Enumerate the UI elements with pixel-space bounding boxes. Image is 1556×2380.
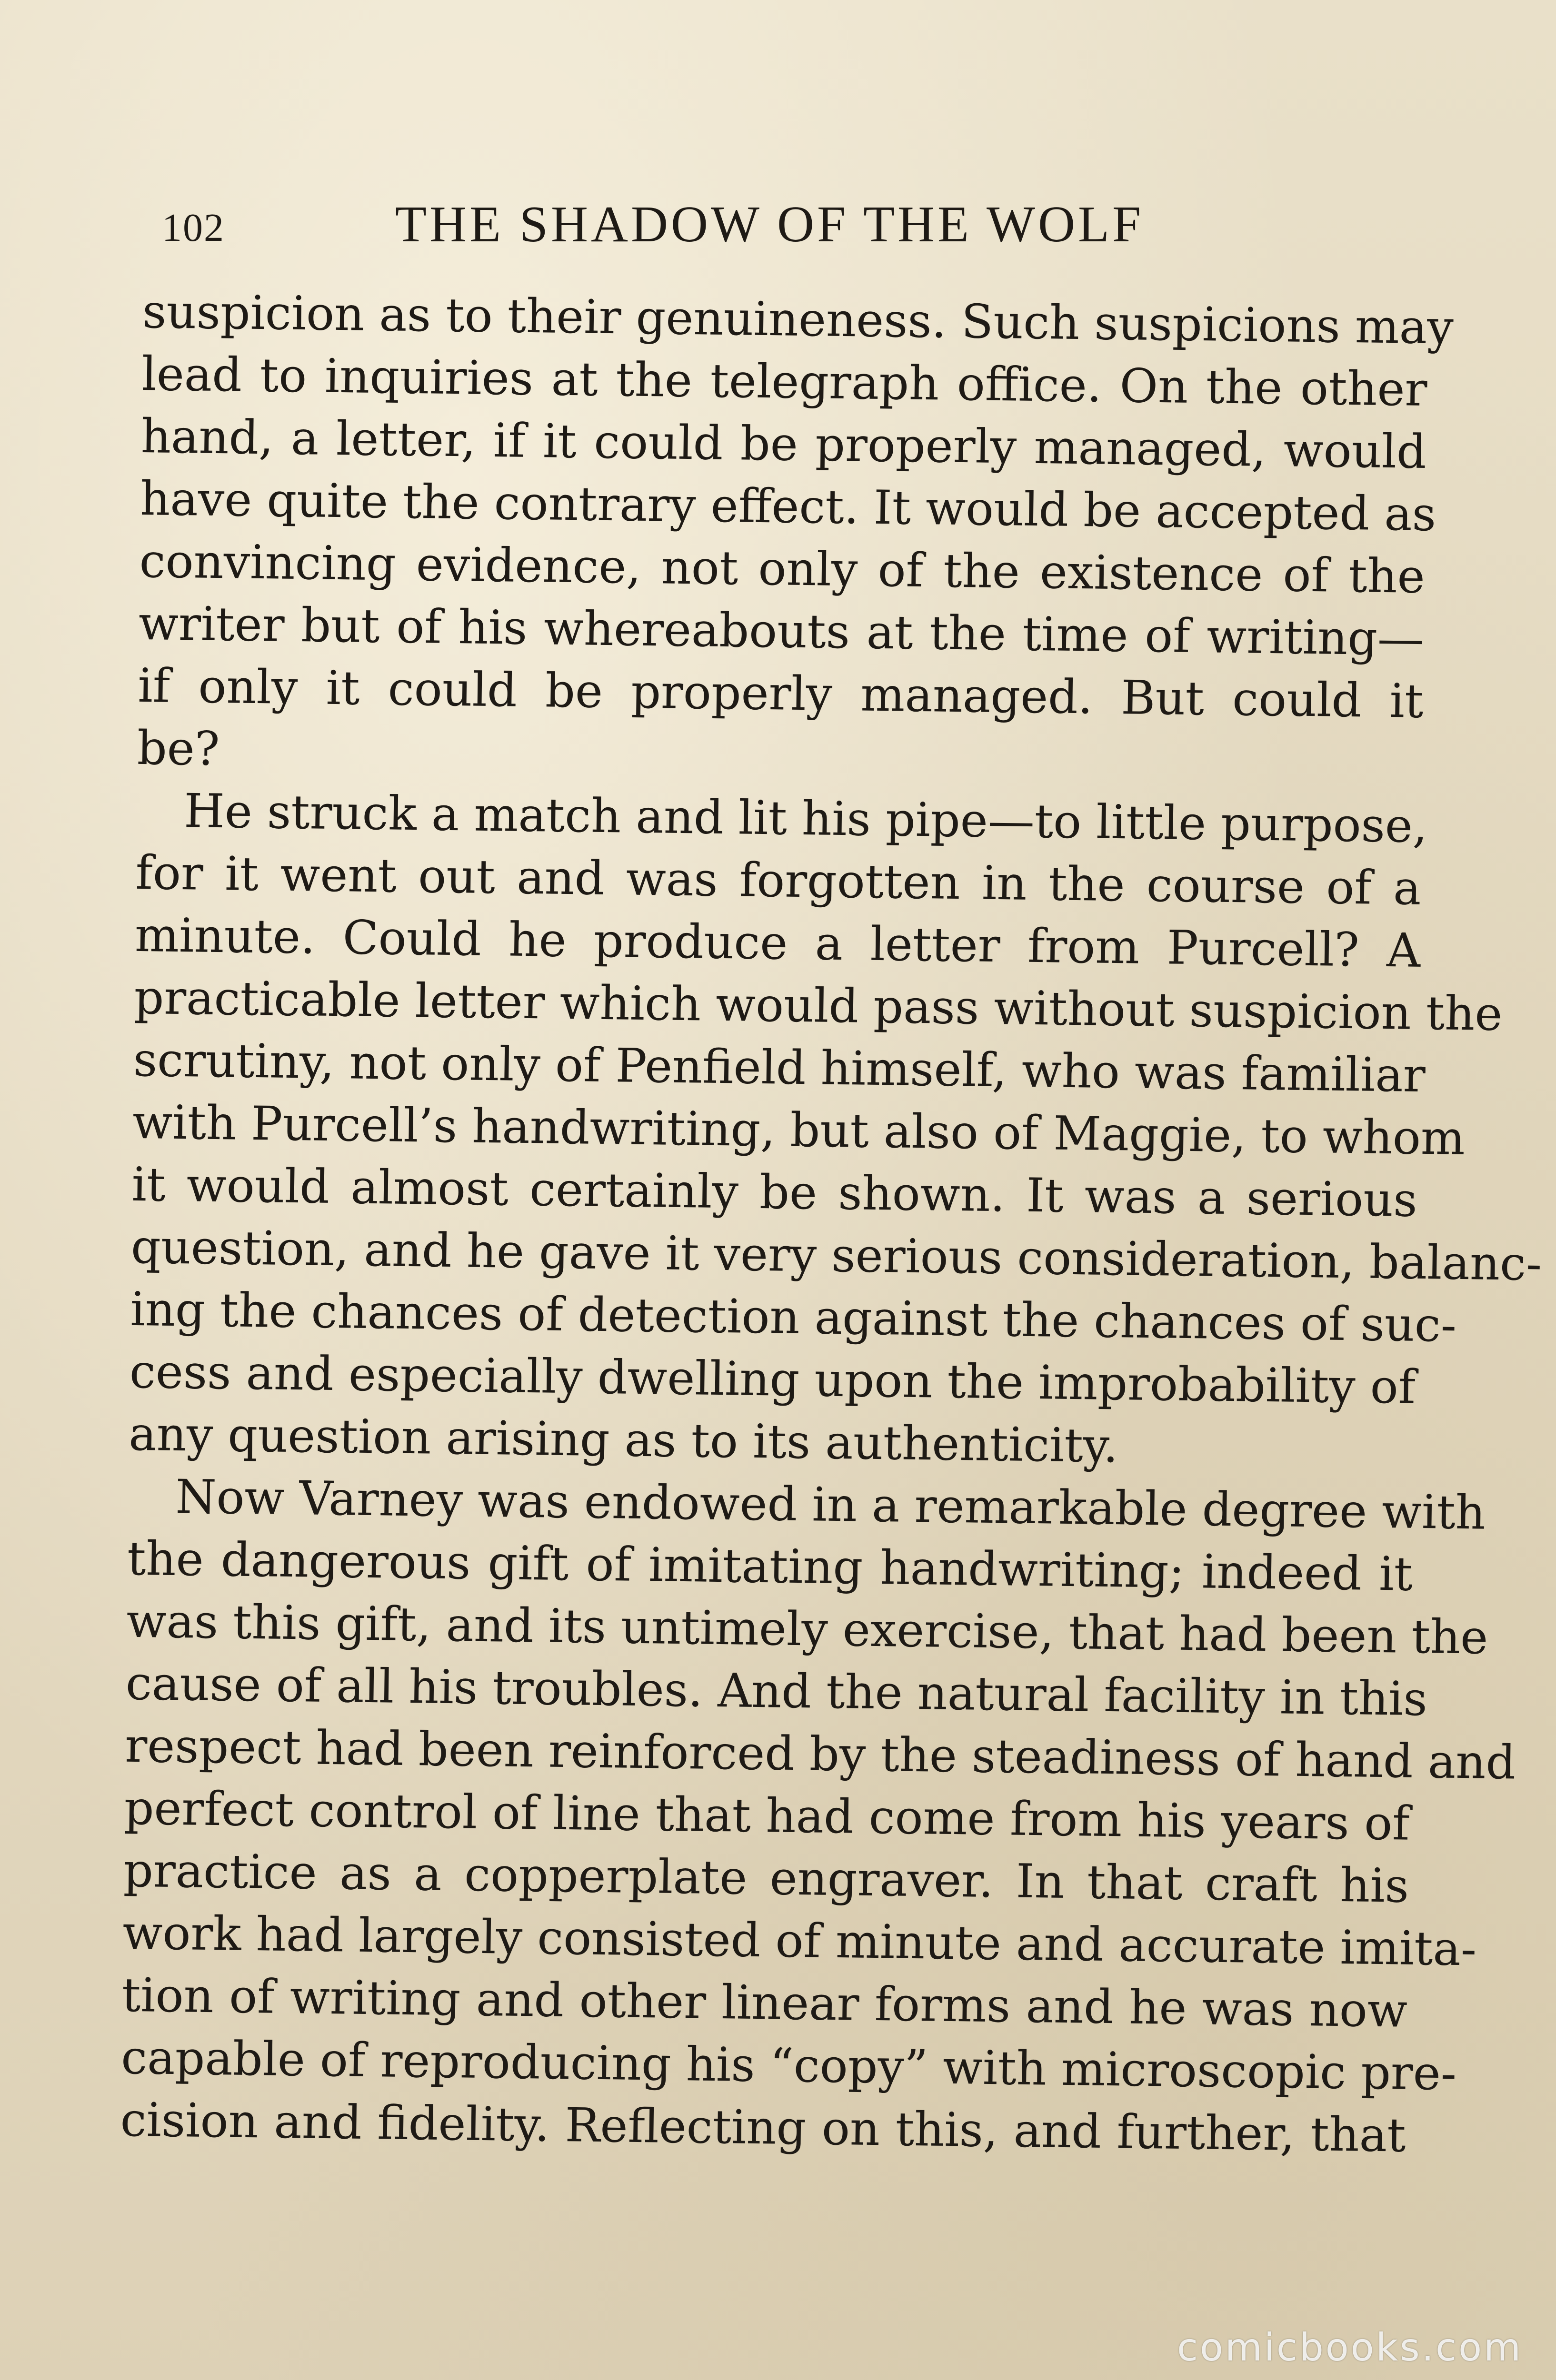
text-line: was this gift, and its untimely exercise, that had been the bbox=[126, 1594, 1488, 1665]
text-line: any question arising as to its authenticity. bbox=[128, 1407, 1118, 1474]
text-line: be? bbox=[137, 721, 220, 777]
body-text bbox=[120, 281, 1542, 2167]
text-line: perfect control of line that had come from his years of bbox=[124, 1781, 1410, 1851]
text-line: the dangerous gift of imitating handwriting; indeed it bbox=[127, 1531, 1413, 1602]
text-line: respect had been reinforced by the steadiness of hand and bbox=[124, 1718, 1516, 1790]
text-line: hand, a letter, if it could be properly managed, would bbox=[140, 409, 1427, 479]
text-line: cess and especially dwelling upon the improbability of bbox=[129, 1344, 1416, 1415]
text-line: it would almost certainly be shown. It was a serious bbox=[131, 1157, 1418, 1228]
text-line: ing the chances of detection against the chances of suc- bbox=[130, 1282, 1457, 1353]
text-line: He struck a match and lit his pipe—to little purpose, bbox=[183, 784, 1428, 854]
text-line: scrutiny, not only of Penfield himself, who was familiar bbox=[133, 1032, 1426, 1103]
book-title: THE SHADOW OF THE WOLF bbox=[395, 196, 1144, 253]
text-line: minute. Could he produce a letter from Purcell? A bbox=[134, 908, 1421, 978]
text-line: capable of reproducing his “copy” with microscopic pre- bbox=[120, 2030, 1457, 2101]
text-line: for it went out and was forgotten in the course of a bbox=[135, 845, 1422, 916]
text-line: practicable letter which would pass without suspicion the bbox=[133, 970, 1503, 1041]
text-line: tion of writing and other linear forms and he was now bbox=[121, 1968, 1408, 2038]
text-line: practice as a copperplate engraver. In that craft his bbox=[123, 1843, 1409, 1914]
text-line: Now Varney was endowed in a remarkable degree with bbox=[175, 1470, 1486, 1540]
text-line: lead to inquiries at the telegraph office. On the other bbox=[141, 347, 1428, 417]
text-line: question, and he gave it very serious consideration, balanc- bbox=[130, 1220, 1542, 1292]
text-line: cision and fidelity. Reflecting on this, and further, that bbox=[120, 2092, 1406, 2163]
text-line: have quite the contrary effect. It would be accepted as bbox=[140, 471, 1436, 542]
page-number: 102 bbox=[162, 206, 225, 250]
text-line: suspicion as to their genuineness. Such suspicions may bbox=[142, 284, 1454, 355]
text-line: with Purcell’s handwriting, but also of Maggie, to whom bbox=[132, 1095, 1466, 1166]
text-line: convincing evidence, not only of the existence of the bbox=[139, 534, 1426, 604]
text-line: writer but of his whereabouts at the time of writing— bbox=[138, 596, 1425, 666]
watermark: comicbooks.com bbox=[1177, 2325, 1523, 2370]
text-line: if only it could be properly managed. But could it bbox=[137, 658, 1424, 729]
text-line: work had largely consisted of minute and accurate imita- bbox=[122, 1905, 1477, 1977]
running-head bbox=[162, 195, 1447, 267]
text-line: cause of all his troubles. And the natural facility in this bbox=[125, 1656, 1428, 1727]
